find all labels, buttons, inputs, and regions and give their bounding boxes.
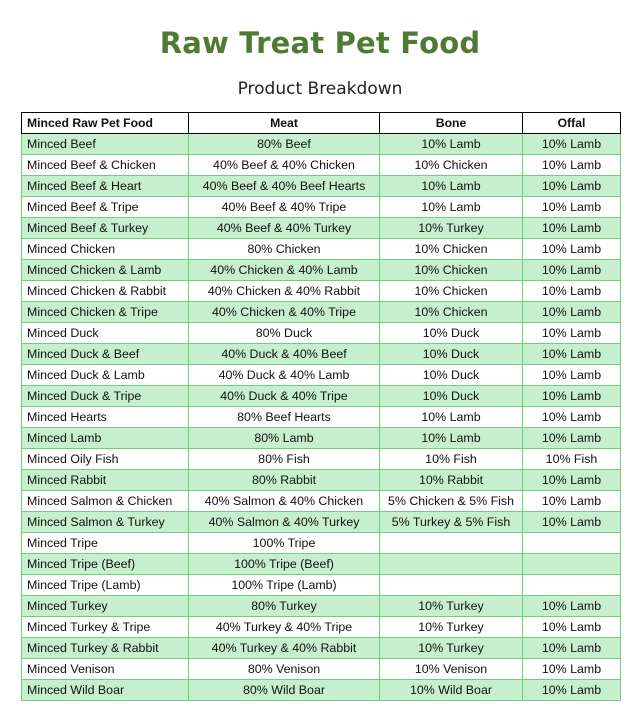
meat-cell: 40% Salmon & 40% Turkey — [189, 512, 380, 533]
table-row — [22, 155, 621, 176]
meat-cell: 80% Beef — [189, 134, 380, 155]
meat-cell: 40% Turkey & 40% Rabbit — [189, 638, 380, 659]
offal-cell: 10% Lamb — [523, 596, 621, 617]
bone-cell: 10% Rabbit — [380, 470, 523, 491]
product-name-cell: Minced Duck & Lamb — [22, 365, 189, 386]
product-name-cell: Minced Salmon & Turkey — [22, 512, 189, 533]
meat-cell: 40% Turkey & 40% Tripe — [189, 617, 380, 638]
product-name-cell: Minced Lamb — [22, 428, 189, 449]
meat-cell: 40% Chicken & 40% Tripe — [189, 302, 380, 323]
bone-cell: 10% Lamb — [380, 428, 523, 449]
meat-cell: 100% Tripe (Beef) — [189, 554, 380, 575]
bone-cell: 10% Chicken — [380, 260, 523, 281]
product-name-cell: Minced Chicken — [22, 239, 189, 260]
bone-cell: 10% Lamb — [380, 176, 523, 197]
table-row — [22, 386, 621, 407]
product-name-cell: Minced Wild Boar — [22, 680, 189, 701]
product-name-cell: Minced Beef & Tripe — [22, 197, 189, 218]
offal-cell: 10% Fish — [523, 449, 621, 470]
bone-cell: 10% Fish — [380, 449, 523, 470]
bone-cell: 10% Turkey — [380, 218, 523, 239]
offal-cell: 10% Lamb — [523, 470, 621, 491]
table-row — [22, 449, 621, 470]
table-row — [22, 491, 621, 512]
product-name-cell: Minced Turkey & Tripe — [22, 617, 189, 638]
meat-cell: 80% Duck — [189, 323, 380, 344]
meat-cell: 40% Duck & 40% Lamb — [189, 365, 380, 386]
table-row — [22, 659, 621, 680]
table-row — [22, 323, 621, 344]
offal-cell: 10% Lamb — [523, 260, 621, 281]
product-name-cell: Minced Oily Fish — [22, 449, 189, 470]
meat-cell: 80% Lamb — [189, 428, 380, 449]
offal-cell: 10% Lamb — [523, 302, 621, 323]
meat-cell: 40% Beef & 40% Chicken — [189, 155, 380, 176]
bone-cell — [380, 533, 523, 554]
offal-cell: 10% Lamb — [523, 407, 621, 428]
table-row — [22, 176, 621, 197]
product-name-cell: Minced Rabbit — [22, 470, 189, 491]
meat-cell: 100% Tripe (Lamb) — [189, 575, 380, 596]
offal-cell: 10% Lamb — [523, 386, 621, 407]
product-name-cell: Minced Beef & Turkey — [22, 218, 189, 239]
bone-cell: 10% Lamb — [380, 134, 523, 155]
offal-cell: 10% Lamb — [523, 617, 621, 638]
table-row — [22, 134, 621, 155]
product-name-cell: Minced Tripe (Lamb) — [22, 575, 189, 596]
column-header-offal: Offal — [523, 113, 621, 134]
product-name-cell: Minced Beef — [22, 134, 189, 155]
column-header-meat: Meat — [189, 113, 380, 134]
meat-cell: 40% Duck & 40% Tripe — [189, 386, 380, 407]
table-row — [22, 218, 621, 239]
meat-cell: 40% Duck & 40% Beef — [189, 344, 380, 365]
meat-cell: 100% Tripe — [189, 533, 380, 554]
table-row — [22, 260, 621, 281]
offal-cell: 10% Lamb — [523, 428, 621, 449]
product-name-cell: Minced Chicken & Rabbit — [22, 281, 189, 302]
meat-cell: 80% Chicken — [189, 239, 380, 260]
meat-cell: 40% Beef & 40% Turkey — [189, 218, 380, 239]
meat-cell: 80% Turkey — [189, 596, 380, 617]
table-row — [22, 281, 621, 302]
meat-cell: 80% Beef Hearts — [189, 407, 380, 428]
bone-cell: 10% Chicken — [380, 302, 523, 323]
bone-cell: 10% Wild Boar — [380, 680, 523, 701]
bone-cell: 10% Venison — [380, 659, 523, 680]
table-row — [22, 512, 621, 533]
meat-cell: 40% Chicken & 40% Lamb — [189, 260, 380, 281]
page-subtitle: Product Breakdown — [237, 79, 403, 99]
table-row — [22, 239, 621, 260]
table-row — [22, 680, 621, 701]
product-name-cell: Minced Duck — [22, 323, 189, 344]
offal-cell — [523, 554, 621, 575]
bone-cell — [380, 575, 523, 596]
table-row — [22, 596, 621, 617]
bone-cell: 10% Duck — [380, 365, 523, 386]
product-name-cell: Minced Duck & Beef — [22, 344, 189, 365]
table-row — [22, 407, 621, 428]
bone-cell: 10% Chicken — [380, 281, 523, 302]
product-name-cell: Minced Beef & Chicken — [22, 155, 189, 176]
offal-cell: 10% Lamb — [523, 197, 621, 218]
table-row — [22, 575, 621, 596]
table-header-row — [22, 113, 621, 134]
meat-cell: 80% Wild Boar — [189, 680, 380, 701]
table-body — [22, 134, 621, 701]
product-name-cell: Minced Chicken & Lamb — [22, 260, 189, 281]
offal-cell: 10% Lamb — [523, 365, 621, 386]
product-name-cell: Minced Duck & Tripe — [22, 386, 189, 407]
bone-cell: 10% Lamb — [380, 197, 523, 218]
table-row — [22, 638, 621, 659]
offal-cell: 10% Lamb — [523, 134, 621, 155]
table-row — [22, 428, 621, 449]
offal-cell: 10% Lamb — [523, 155, 621, 176]
bone-cell — [380, 554, 523, 575]
table-row — [22, 470, 621, 491]
bone-cell: 10% Duck — [380, 386, 523, 407]
page-title: Raw Treat Pet Food — [159, 26, 481, 60]
offal-cell: 10% Lamb — [523, 176, 621, 197]
meat-cell: 40% Beef & 40% Beef Hearts — [189, 176, 380, 197]
offal-cell — [523, 533, 621, 554]
product-name-cell: Minced Turkey & Rabbit — [22, 638, 189, 659]
product-name-cell: Minced Turkey — [22, 596, 189, 617]
offal-cell: 10% Lamb — [523, 680, 621, 701]
table-row — [22, 533, 621, 554]
product-name-cell: Minced Venison — [22, 659, 189, 680]
offal-cell — [523, 575, 621, 596]
product-name-cell: Minced Tripe — [22, 533, 189, 554]
meat-cell: 80% Rabbit — [189, 470, 380, 491]
meat-cell: 40% Beef & 40% Tripe — [189, 197, 380, 218]
table-row — [22, 344, 621, 365]
product-breakdown-table — [21, 112, 621, 701]
table-row — [22, 197, 621, 218]
offal-cell: 10% Lamb — [523, 344, 621, 365]
bone-cell: 10% Duck — [380, 323, 523, 344]
meat-cell: 80% Venison — [189, 659, 380, 680]
product-name-cell: Minced Hearts — [22, 407, 189, 428]
offal-cell: 10% Lamb — [523, 638, 621, 659]
bone-cell: 10% Chicken — [380, 239, 523, 260]
bone-cell: 10% Turkey — [380, 638, 523, 659]
offal-cell: 10% Lamb — [523, 239, 621, 260]
product-name-cell: Minced Tripe (Beef) — [22, 554, 189, 575]
column-header-product: Minced Raw Pet Food — [22, 113, 189, 134]
meat-cell: 40% Chicken & 40% Rabbit — [189, 281, 380, 302]
bone-cell: 5% Chicken & 5% Fish — [380, 491, 523, 512]
bone-cell: 5% Turkey & 5% Fish — [380, 512, 523, 533]
bone-cell: 10% Duck — [380, 344, 523, 365]
bone-cell: 10% Chicken — [380, 155, 523, 176]
table-row — [22, 617, 621, 638]
offal-cell: 10% Lamb — [523, 218, 621, 239]
bone-cell: 10% Turkey — [380, 596, 523, 617]
product-name-cell: Minced Salmon & Chicken — [22, 491, 189, 512]
table-row — [22, 365, 621, 386]
table-row — [22, 554, 621, 575]
offal-cell: 10% Lamb — [523, 281, 621, 302]
offal-cell: 10% Lamb — [523, 512, 621, 533]
meat-cell: 80% Fish — [189, 449, 380, 470]
table-row — [22, 302, 621, 323]
bone-cell: 10% Turkey — [380, 617, 523, 638]
meat-cell: 40% Salmon & 40% Chicken — [189, 491, 380, 512]
offal-cell: 10% Lamb — [523, 659, 621, 680]
offal-cell: 10% Lamb — [523, 491, 621, 512]
product-name-cell: Minced Chicken & Tripe — [22, 302, 189, 323]
offal-cell: 10% Lamb — [523, 323, 621, 344]
column-header-bone: Bone — [380, 113, 523, 134]
bone-cell: 10% Lamb — [380, 407, 523, 428]
product-name-cell: Minced Beef & Heart — [22, 176, 189, 197]
